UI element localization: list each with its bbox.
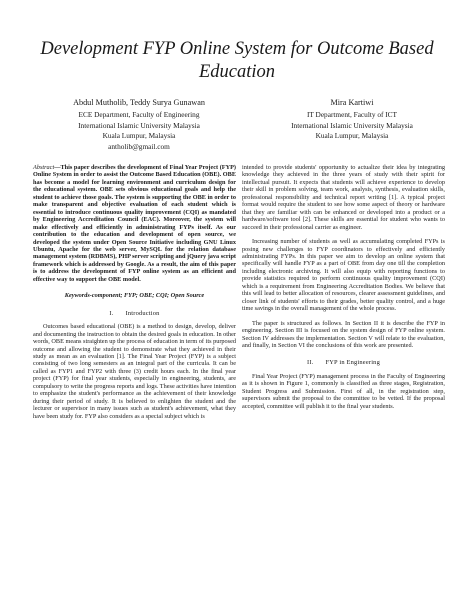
abstract (33, 164, 236, 283)
section-heading-introduction (33, 310, 236, 317)
paragraph-continued: intended to provide students' opportunity to actualize their idea by integrating knowledge they achieved in the three years of study with their spirit for intellectual pursuit. It expects that students will achieve experience to develop their skill in problem solving, team work, analysis, synthesis, evaluation skills, professional responsibility and technical report writing [1]. A typical project format would require the student to see how some aspect of theory or hardware that they are familiar with can be enhanced or developed into a product or a hardware/software tool [2]. These skills are essential for student who wants to succeed in their professional carrier as engineer. (242, 164, 445, 231)
author-block-1 (55, 98, 223, 152)
author-block-2 (268, 98, 436, 142)
author-university: International Islamic University Malaysia (78, 120, 200, 130)
section-number: I. (109, 309, 114, 317)
abstract-label: Abstract (33, 164, 55, 171)
fyp-paragraph: Final Year Project (FYP) management process in the Faculty of Engineering as it is shown in Figure 1, commonly is classified as three stages, Registration, Student Progress and Submission. First of all, in the registration step, supervisors submit the proposal to the committee to be vetted. If the proposal accepted, committee will publish it to the final year students. (242, 372, 445, 410)
section-title: Introduction (125, 309, 160, 317)
keywords: Keywords-component; FYP; OBE; CQI; Open Source (64, 292, 205, 300)
paragraph-objectives: Increasing number of students as well as accumulating completed FYPs is posing new challenges to FYP coordinators to effectively and efficiently administrating FYPs. In this paper we aim to develop an online system that specifically will handle FYP as a part of OBE from day one till the completion including electronic archiving. It will also equip with reporting functions to provide statistics required to perform continuous quality improvement (CQI) which is a requirement from Engineering Accreditation Bodies. We believe that this will lead to better allocation of resources, clearer assessment guidelines, and closer link of students' efforts to their grades, better quality control, and a huge time savings in the overall management of the whole process. (242, 238, 445, 313)
author-department: IT Department, Faculty of ICT (306, 110, 398, 120)
author-email: antholib@gmail.com (108, 141, 170, 151)
section-heading-fyp (242, 359, 445, 366)
paragraph-structure: The paper is structured as follows. In Section II it is describe the FYP in engineering. Section III is focused on the system design of FYP online system. Section IV addresses the implementation. Section V will relate to the evaluation, and finally, in Section VI the conclusions of this work are presented. (242, 319, 445, 349)
right-column (242, 164, 445, 410)
author-name: Mira Kartiwi (330, 98, 374, 107)
abstract-text: —This paper describes the development of Final Year Project (FYP) Online System in order to assist the Outcome Based Education (OBE). OBE has become a model for learning environment and curriculum design for the educational system. OBE sets obvious educational goals and help the student to achieve those goals. The system is supporting the OBE in order to make transparent and objective evaluation of each student which is essential to introduce continuous quality improvement (CQI) as mandated by Engineering Accreditation Council (EAC). Moreover, the system will make effectively and efficiently in administrating FYPs itself. As our contribution to the education and development of open source, we developed the system under Open Source Initiative including GNU Linux Ubuntu, Apache for the web server, MySQL for the relation database management system (RDBMS), PHP server scripting and jQuery java script framework which is addressed by Google. As a result, the aim of this paper is to address the development of FYP online system as an efficient and effective way to support the OBE model. (33, 164, 236, 283)
section-number: II. (307, 359, 314, 367)
left-column (33, 164, 236, 420)
section-title: FYP in Engineering (325, 359, 380, 367)
introduction-paragraph: Outcomes based educational (OBE) is a method to design, develop, deliver and documenting the instruction to obtain the desired goals in education. In other words, OBE means straighten up the process of education in term of its purposed outcome and allowing the student to demonstrate what they achieved in their study as mean as an evaluation [1]. The Final Year Project (FYP) is a subject consisting of two long semesters as an integral part of the curricula. It can be called as FYP1 and FYP2 with three (3) credit hours each. In the final year project (FYP) for final year students, especially in engineering, students, are compulsory to write the progress reports and logs. These activities have intention to emphasize the student's performance as the achievement of their knowledge during their period of study. It is believed to enlighten the student and the lecturer or supervisor in many issues such as student's achievement, what they have been study for. FYP also considers as a special subject which is (33, 323, 236, 420)
author-university: International Islamic University Malaysia (291, 120, 413, 130)
author-department: ECE Department, Faculty of Engineering (78, 110, 200, 120)
author-city: Kuala Lumpur, Malaysia (315, 131, 389, 141)
author-name: Abdul Mutholib, Teddy Surya Gunawan (73, 98, 205, 107)
paper-title: Development FYP Online System for Outcome Based Education (40, 39, 434, 82)
author-city: Kuala Lumpur, Malaysia (102, 131, 176, 141)
